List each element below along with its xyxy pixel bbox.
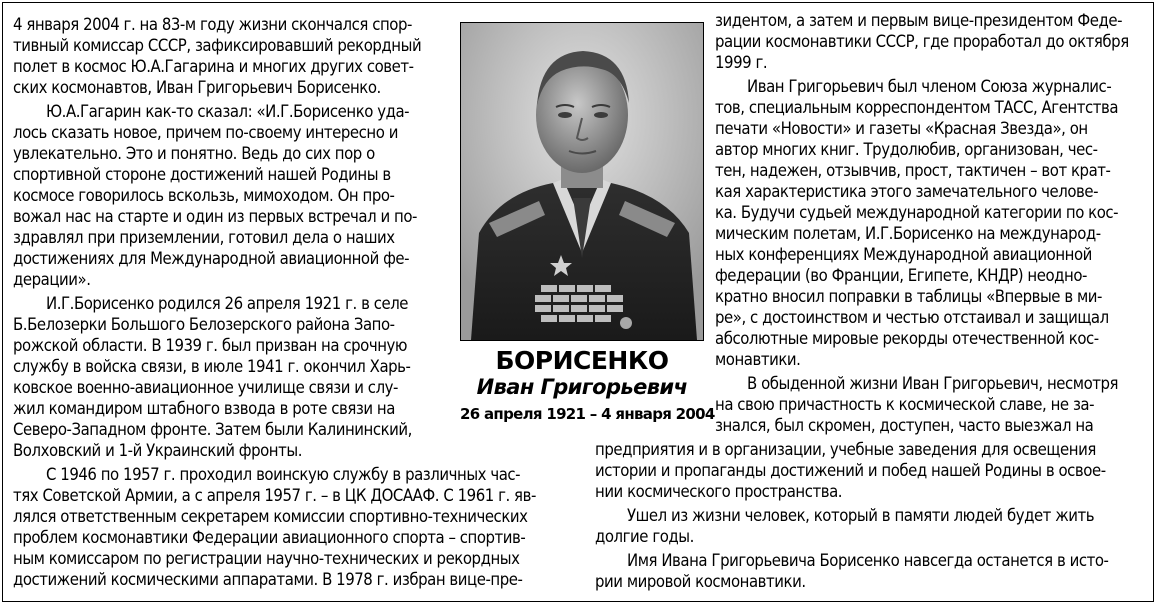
text-line: долгие годы. <box>595 527 694 546</box>
text-line: рии мировой космонавтики. <box>595 572 806 591</box>
text-line: тивный комиссар СССР, зафиксировавший рекордный <box>13 36 422 55</box>
portrait-dates: 26 апреля 1921 – 4 января 2004 <box>460 405 715 423</box>
text-line: Иван Григорьевич был членом Союза журналис- <box>747 77 1112 96</box>
text-line: ных конференциях Международной авиационной <box>715 245 1092 264</box>
text-line: лялся ответственным секретарем комиссии спортивно-технических <box>13 507 528 526</box>
portrait-given-names: Иван Григорьевич <box>476 375 688 399</box>
text-line: В обыденной жизни Иван Григорьевич, несмотря <box>747 374 1119 393</box>
text-line: И.Г.Борисенко родился 26 апреля 1921 г. в селе <box>46 294 409 313</box>
text-line: достижений космическими аппаратами. В 1978 г. избран вице-пре- <box>13 570 523 589</box>
text-line: С 1946 по 1957 г. проходил воинскую службу в различных час- <box>46 465 521 484</box>
text-line: предприятия и в организации, учебные заведения для освещения <box>595 440 1096 459</box>
text-line: вожал нас на старте и один из первых встречал и по- <box>13 207 417 226</box>
text-line: рожской области. В 1939 г. был призван на срочную <box>13 336 408 355</box>
text-line: печати «Новости» и газеты «Красная Звезда», он <box>715 119 1088 138</box>
text-line: службу в войска связи, в июле 1941 г. окончил Харь- <box>13 357 411 376</box>
text-line: федерации (во Франции, Египете, КНДР) неодно- <box>715 266 1087 285</box>
text-line: Северо-Западном фронте. Затем были Калининский, <box>13 420 412 439</box>
text-line: космосе говорилось вскользь, мимоходом. Он про- <box>13 186 395 205</box>
text-line: кратно вносил поправки в таблицы «Впервые в ми- <box>715 287 1102 306</box>
text-line: проблем космонавтики Федерации авиационного спорта – спортив- <box>13 528 526 547</box>
text-line: увлекательно. Это и понятно. Ведь до сих пор о <box>13 144 375 163</box>
text-line: дерации». <box>13 270 91 289</box>
text-line: спортивной стороне достижений нашей Родины в <box>13 165 391 184</box>
text-line: 4 января 2004 г. на 83-м году жизни скончался спор- <box>13 15 412 34</box>
text-line: абсолютные мировые рекорды отечественной кос- <box>715 329 1099 348</box>
text-line: здравлял при приземлении, готовил дела о наших <box>13 228 395 247</box>
text-line: кая характеристика этого замечательного челове- <box>715 182 1099 201</box>
text-line: достижениях для Международной авиационной фе- <box>13 249 410 268</box>
portrait-surname: БОРИСЕНКО <box>495 346 669 375</box>
text-line: Имя Ивана Григорьевича Борисенко навсегда останется в исто- <box>627 551 1109 570</box>
text-line: тях Советской Армии, а с апреля 1957 г. – в ЦК ДОСААФ. С 1961 г. яв- <box>13 486 536 505</box>
text-line: зидентом, а затем и первым вице-президентом Феде- <box>715 11 1123 30</box>
text-line: тен, надежен, отзывчив, прост, тактичен – вот крат- <box>715 161 1111 180</box>
text-line: истории и пропаганды достижений и побед нашей Родины в освое- <box>595 461 1106 480</box>
text-line: монавтики. <box>715 350 801 369</box>
obituary-frame <box>2 2 1154 602</box>
text-line: автор многих книг. Трудолюбив, организован, чес- <box>715 140 1098 159</box>
text-line: ских космонавтов, Иван Григорьевич Борисенко. <box>13 78 381 97</box>
text-line: нии космического пространства. <box>595 482 843 501</box>
text-line: Волховский и 1-й Украинский фронты. <box>13 441 302 460</box>
text-line: лось сказать новое, причем по-своему интересно и <box>13 123 398 142</box>
portrait-photo <box>460 22 704 341</box>
text-line: Ушел из жизни человек, который в памяти людей будет жить <box>627 506 1095 525</box>
text-line: тов, специальным корреспондентом ТАСС, Агентства <box>715 98 1119 117</box>
text-line: жил командиром штабного взвода в роте связи на <box>13 399 395 418</box>
text-line: 1999 г. <box>715 53 768 72</box>
text-line: мическим полетам, И.Г.Борисенко на международ- <box>715 224 1101 243</box>
text-line: ка. Будучи судьей международной категории по кос- <box>715 203 1119 222</box>
text-line: рации космонавтики СССР, где проработал до октября <box>715 32 1129 51</box>
text-line: на свою причастность к космической славе, не за- <box>715 395 1095 414</box>
text-line: Ю.А.Гагарин как-то сказал: «И.Г.Борисенко уда- <box>46 102 410 121</box>
text-line: Б.Белозерки Большого Белозерского района Запо- <box>13 315 395 334</box>
text-line: ре», с достоинством и честью отстаивал и защищал <box>715 308 1109 327</box>
text-line: ковское военно-авиационное училище связи и слу- <box>13 378 398 397</box>
text-line: ным комиссаром по регистрации научно-технических и рекордных <box>13 549 520 568</box>
text-line: полет в космос Ю.А.Гагарина и многих других совет- <box>13 57 414 76</box>
text-line: знался, был скромен, доступен, часто выезжал на <box>715 416 1094 435</box>
